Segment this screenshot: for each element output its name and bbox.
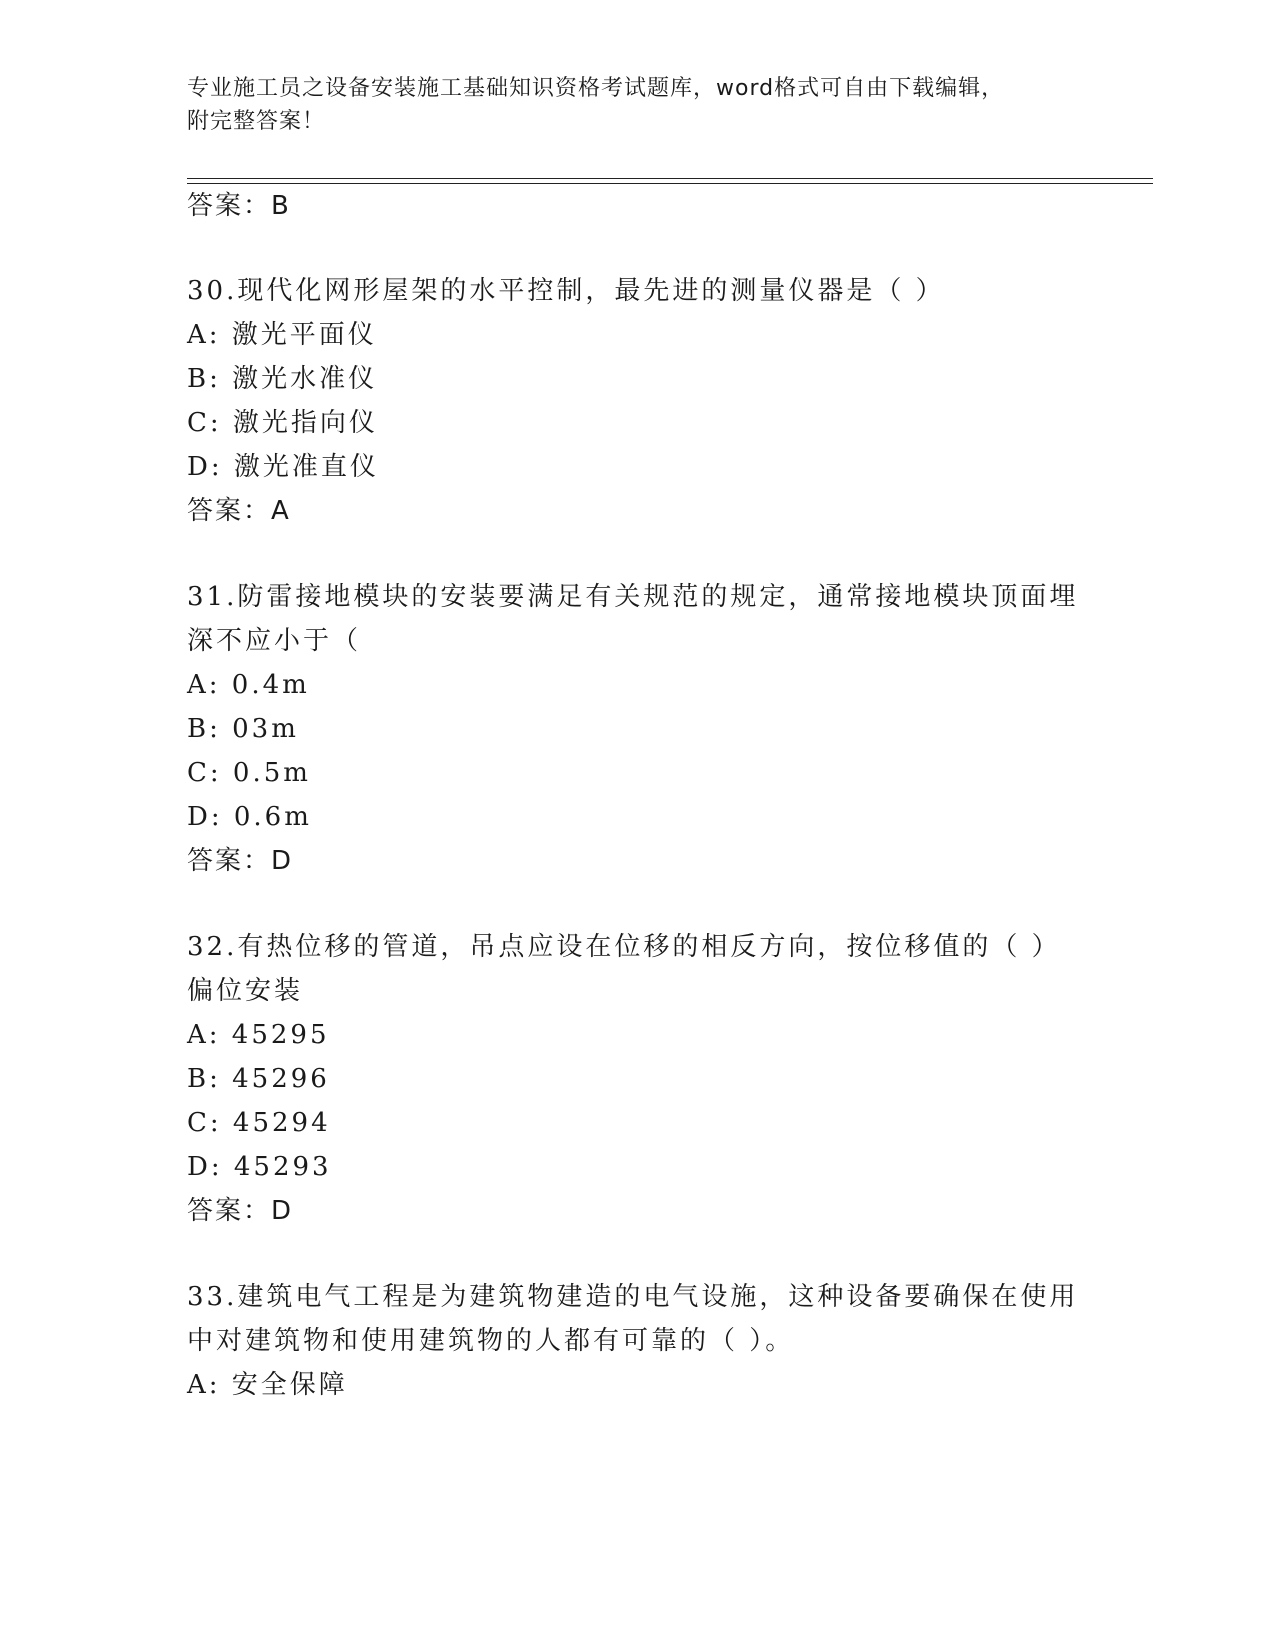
question-32-stem-cont: 偏位安装 bbox=[187, 976, 304, 1006]
question-32-option-c: C: 45294 bbox=[187, 1108, 331, 1138]
question-32-option-d: D: 45293 bbox=[187, 1152, 332, 1182]
question-30-option-c: C: 激光指向仪 bbox=[187, 408, 378, 438]
question-32-option-b: B: 45296 bbox=[187, 1064, 330, 1094]
header-line-1: 专业施工员之设备安装施工基础知识资格考试题库，word格式可自由下载编辑， bbox=[187, 76, 1005, 101]
question-31-answer: 答案：D bbox=[187, 846, 294, 876]
question-30-option-a: A: 激光平面仪 bbox=[187, 320, 377, 350]
question-30-option-b: B: 激光水准仪 bbox=[187, 364, 378, 394]
question-32-stem: 32.有热位移的管道，吊点应设在位移的相反方向，按位移值的（ ） bbox=[187, 932, 1061, 962]
question-32-answer: 答案：D bbox=[187, 1196, 294, 1226]
question-30-stem: 30.现代化网形屋架的水平控制，最先进的测量仪器是（ ） bbox=[187, 276, 945, 306]
header-divider-bottom bbox=[187, 183, 1153, 184]
question-31-stem-cont: 深不应小于（ bbox=[187, 626, 362, 656]
header-line-2: 附完整答案！ bbox=[187, 109, 326, 134]
question-31-option-a: A: 0.4m bbox=[187, 670, 310, 700]
question-33-stem: 33.建筑电气工程是为建筑物建造的电气设施，这种设备要确保在使用 bbox=[187, 1282, 1079, 1312]
question-31-option-c: C: 0.5m bbox=[187, 758, 311, 788]
previous-answer: 答案：B bbox=[187, 191, 291, 221]
question-32-option-a: A: 45295 bbox=[187, 1020, 330, 1050]
question-31-option-d: D: 0.6m bbox=[187, 802, 312, 832]
question-33-stem-cont: 中对建筑物和使用建筑物的人都有可靠的（ ）。 bbox=[187, 1326, 795, 1356]
document-header bbox=[187, 72, 1067, 138]
question-33-option-a: A: 安全保障 bbox=[187, 1370, 348, 1400]
question-30-option-d: D: 激光准直仪 bbox=[187, 452, 379, 482]
question-30-answer: 答案：A bbox=[187, 496, 291, 526]
question-31-option-b: B: 03m bbox=[187, 714, 299, 744]
header-divider-top bbox=[187, 178, 1153, 179]
question-31-stem: 31.防雷接地模块的安装要满足有关规范的规定，通常接地模块顶面埋 bbox=[187, 582, 1079, 612]
